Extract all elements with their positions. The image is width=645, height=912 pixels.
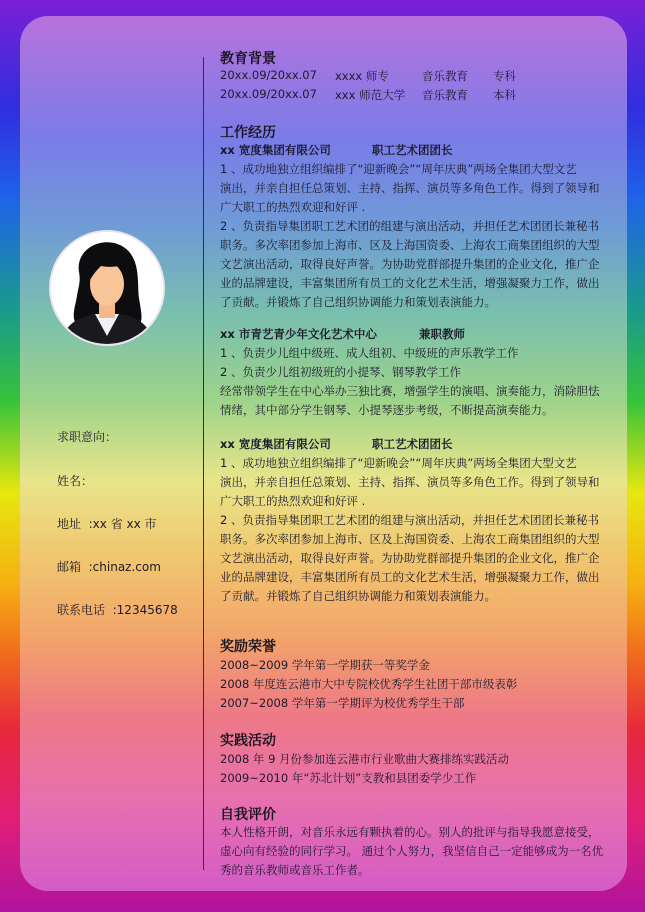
job-company: xx 宽度集团有限公司 (220, 437, 331, 451)
education-title: 教育背景 (220, 51, 276, 67)
award-item: 2008 年度连云港市大中专院校优秀学生社团干部市级表彰 (220, 677, 518, 691)
edu-school: xxx 师范大学 (335, 88, 406, 102)
job-company: xx 宽度集团有限公司 (220, 143, 331, 157)
awards-title: 奖励荣誉 (220, 639, 276, 655)
job-description: 1 、成功地独立组织编排了“迎新晚会”“周年庆典”两场全集团大型文艺 演出，并亲自担任总策划、主持、指挥、演员等多角色工作。得到了领导和 广大职工的热烈欢迎和好评 . 2 、负责指导集团职工艺术团的组建与演出活动，并担任艺术团团长兼秘书 职务。多次率团参加上海市、区及上海国资委、上海农工商集团组织的大型 文艺演出活动，取得良好声誉。为协助党群部提升集团的企业文化，推广企 业的品牌建设，丰富集团所有员工的文化艺术生活，增强凝聚力工作，做出 了贡献。并锻炼了自己组织协调能力和策划表演能力。 (220, 456, 600, 603)
edu-major: 音乐教育 (422, 69, 468, 83)
edu-degree: 本科 (493, 88, 516, 102)
practice-list (220, 750, 620, 788)
self-title: 自我评价 (220, 807, 276, 823)
practice-item: 2008 年 9 月份参加连云港市行业歌曲大赛排练实践活动 (220, 752, 510, 766)
job-description: 1 、负责少儿组中级班、成人组初、中级班的声乐教学工作 2 、负责少儿组初级班的小提琴、钢琴教学工作 经常带领学生在中心举办三独比赛，增强学生的演唱、演奏能力，消除胆怯 情绪，其中部分学生钢琴、小提琴逐步考级，不断提高演奏能力。 (220, 346, 600, 417)
contact-intent: 求职意向： (57, 430, 118, 444)
job-company: xx 市青艺青少年文化艺术中心 (220, 327, 377, 341)
avatar-person-icon (51, 232, 163, 344)
award-item: 2008~2009 学年第一学期获一等奖学金 (220, 658, 430, 672)
column-divider (203, 57, 204, 870)
contact-name: 姓名： (57, 474, 94, 488)
edu-major: 音乐教育 (422, 88, 468, 102)
job-role: 职工艺术团团长 (372, 143, 453, 157)
practice-title: 实践活动 (220, 733, 276, 749)
contact-address: 地址 :xx 省 xx 市 (57, 517, 157, 531)
contact-email: 邮箱 :chinaz.com (57, 560, 161, 574)
work-title: 工作经历 (220, 125, 276, 141)
contact-phone: 联系电话 :12345678 (57, 603, 178, 617)
job-role: 兼职教师 (419, 327, 465, 341)
edu-degree: 专科 (493, 69, 516, 83)
edu-school: xxxx 师专 (335, 69, 389, 83)
edu-period: 20xx.09/20xx.07 (220, 87, 317, 101)
awards-list (220, 656, 620, 713)
edu-period: 20xx.09/20xx.07 (220, 68, 317, 82)
self-description: 本人性格开朗，对音乐永远有颗执着的心。别人的批评与指导我愿意接受， 虚心向有经验的同行学习。 通过个人努力，我坚信自己一定能够成为一名优 秀的音乐教师或音乐工作者。 (220, 825, 604, 877)
practice-item: 2009~2010 年“苏北计划”支教和县团委学少工作 (220, 771, 477, 785)
avatar (49, 230, 165, 346)
job-role: 职工艺术团团长 (372, 437, 453, 451)
award-item: 2007~2008 学年第一学期评为校优秀学生干部 (220, 696, 465, 710)
job-description: 1 、成功地独立组织编排了“迎新晚会”“周年庆典”两场全集团大型文艺 演出，并亲自担任总策划、主持、指挥、演员等多角色工作。得到了领导和 广大职工的热烈欢迎和好评 . 2 、负责指导集团职工艺术团的组建与演出活动，并担任艺术团团长兼秘书 职务。多次率团参加上海市、区及上海国资委、上海农工商集团组织的大型 文艺演出活动，取得良好声誉。为协助党群部提升集团的企业文化，推广企 业的品牌建设，丰富集团所有员工的文化艺术生活，增强凝聚力工作，做出 了贡献。并锻炼了自己组织协调能力和策划表演能力。 (220, 162, 600, 309)
